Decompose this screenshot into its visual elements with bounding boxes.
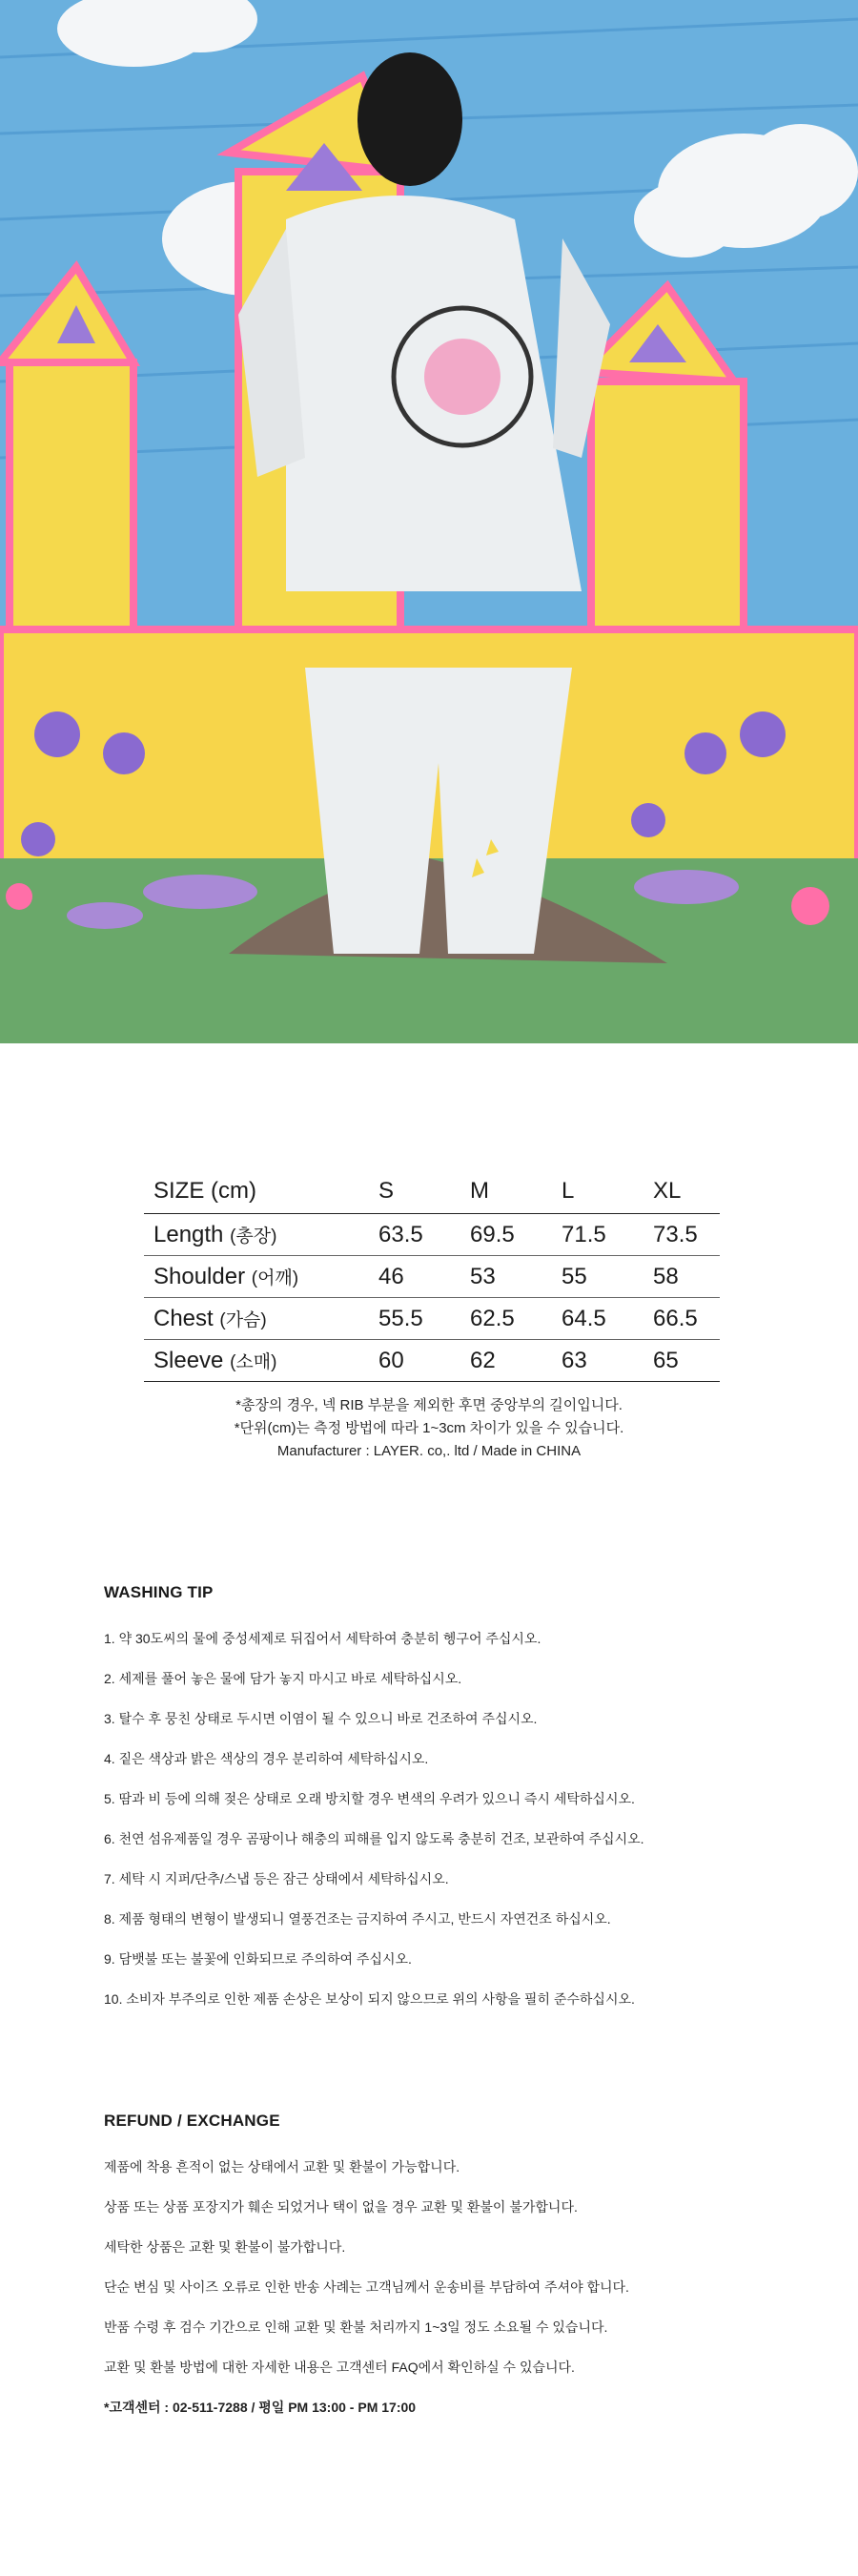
table-cell: 60: [378, 1347, 404, 1373]
size-notes: [0, 1394, 858, 1463]
size-header-label: SIZE (cm): [153, 1178, 256, 1204]
list-item: 4. 짙은 색상과 밝은 색상의 경우 분리하여 세탁하십시오.: [104, 1751, 429, 1766]
row-label-en: Length: [153, 1221, 224, 1247]
table-cell: 62.5: [470, 1305, 515, 1331]
table-cell: 63.5: [378, 1221, 423, 1247]
row-label-ko: (어깨): [251, 1267, 299, 1288]
table-cell: 53: [470, 1263, 496, 1289]
product-photo: [0, 0, 858, 1043]
row-label: [144, 1340, 369, 1382]
row-label: [144, 1298, 369, 1340]
size-header-s: S: [378, 1178, 395, 1204]
note-length: *총장의 경우, 넥 RIB 부분을 제외한 후면 중앙부의 길이입니다.: [235, 1397, 623, 1413]
list-item: 6. 천연 섬유제품일 경우 곰팡이나 해충의 피해를 입지 않도록 충분히 건조, 보관하여 주십시오.: [104, 1831, 644, 1846]
size-header-xl: XL: [653, 1178, 682, 1204]
table-cell: 55: [562, 1263, 587, 1289]
table-cell: 65: [653, 1347, 679, 1373]
note-unit: *단위(cm)는 측정 방법에 따라 1~3cm 차이가 있을 수 있습니다.: [234, 1420, 624, 1436]
table-cell: 73.5: [653, 1221, 698, 1247]
list-item: 단순 변심 및 사이즈 오류로 인한 반송 사례는 고객님께서 운송비를 부담하여 주셔야 합니다.: [104, 2279, 629, 2295]
washing-tip-title: WASHING TIP: [104, 1583, 214, 1601]
list-item: 상품 또는 상품 포장지가 훼손 되었거나 택이 없을 경우 교환 및 환불이 불가합니다.: [104, 2199, 578, 2215]
table-cell: 69.5: [470, 1221, 515, 1247]
size-table: [144, 1169, 720, 1382]
size-header-m: M: [470, 1178, 489, 1204]
table-cell: 71.5: [562, 1221, 606, 1247]
list-item: 7. 세탁 시 지퍼/단추/스냅 등은 잠근 상태에서 세탁하십시오.: [104, 1871, 449, 1886]
row-label-ko: (가슴): [219, 1309, 267, 1330]
table-cell: 66.5: [653, 1305, 698, 1331]
washing-tip-section: [104, 1583, 771, 2030]
list-item: 8. 제품 형태의 변형이 발생되니 열풍건조는 금지하여 주시고, 반드시 자연건조 하십시오.: [104, 1911, 611, 1927]
row-label-en: Sleeve: [153, 1347, 224, 1373]
row-label-ko: (소매): [230, 1351, 277, 1372]
list-item: 2. 세제를 풀어 놓은 물에 담가 놓지 마시고 바로 세탁하십시오.: [104, 1671, 462, 1686]
list-item: 세탁한 상품은 교환 및 환불이 불가합니다.: [104, 2239, 346, 2255]
size-table-header: [144, 1169, 720, 1214]
table-row: [144, 1340, 720, 1382]
customer-service-contact: *고객센터 : 02-511-7288 / 평일 PM 13:00 - PM 17:00: [104, 2400, 417, 2415]
table-cell: 58: [653, 1263, 679, 1289]
list-item: 반품 수령 후 검수 기간으로 인해 교환 및 환불 처리까지 1~3일 정도 소요될 수 있습니다.: [104, 2319, 608, 2335]
list-item: 1. 약 30도씨의 물에 중성세제로 뒤집어서 세탁하여 충분히 헹구어 주십시오.: [104, 1631, 541, 1646]
table-cell: 62: [470, 1347, 496, 1373]
row-label-en: Chest: [153, 1305, 214, 1331]
table-row: [144, 1298, 720, 1340]
list-item: 5. 땀과 비 등에 의해 젖은 상태로 오래 방치할 경우 변색의 우려가 있으니 즉시 세탁하십시오.: [104, 1791, 635, 1806]
row-label-ko: (총장): [230, 1226, 277, 1247]
size-header-l: L: [562, 1178, 575, 1204]
row-label: [144, 1256, 369, 1298]
table-row: [144, 1256, 720, 1298]
row-label-en: Shoulder: [153, 1263, 246, 1289]
table-cell: 63: [562, 1347, 587, 1373]
note-manufacturer: Manufacturer : LAYER. co,. ltd / Made in CHINA: [276, 1443, 582, 1459]
table-cell: 46: [378, 1263, 404, 1289]
list-item: 10. 소비자 부주의로 인한 제품 손상은 보상이 되지 않으므로 위의 사항을 필히 준수하십시오.: [104, 1991, 635, 2007]
table-cell: 55.5: [378, 1305, 423, 1331]
refund-section: [104, 2112, 771, 2438]
list-item: 제품에 착용 흔적이 없는 상태에서 교환 및 환불이 가능합니다.: [104, 2159, 460, 2174]
table-cell: 64.5: [562, 1305, 606, 1331]
list-item: 9. 담뱃불 또는 불꽃에 인화되므로 주의하여 주십시오.: [104, 1951, 412, 1967]
refund-title: REFUND / EXCHANGE: [104, 2112, 280, 2130]
row-label: [144, 1214, 369, 1256]
list-item: 3. 탈수 후 뭉친 상태로 두시면 이염이 될 수 있으니 바로 건조하여 주십시오.: [104, 1711, 538, 1726]
table-row: [144, 1214, 720, 1256]
list-item: 교환 및 환불 방법에 대한 자세한 내용은 고객센터 FAQ에서 확인하실 수 있습니다.: [104, 2360, 575, 2375]
